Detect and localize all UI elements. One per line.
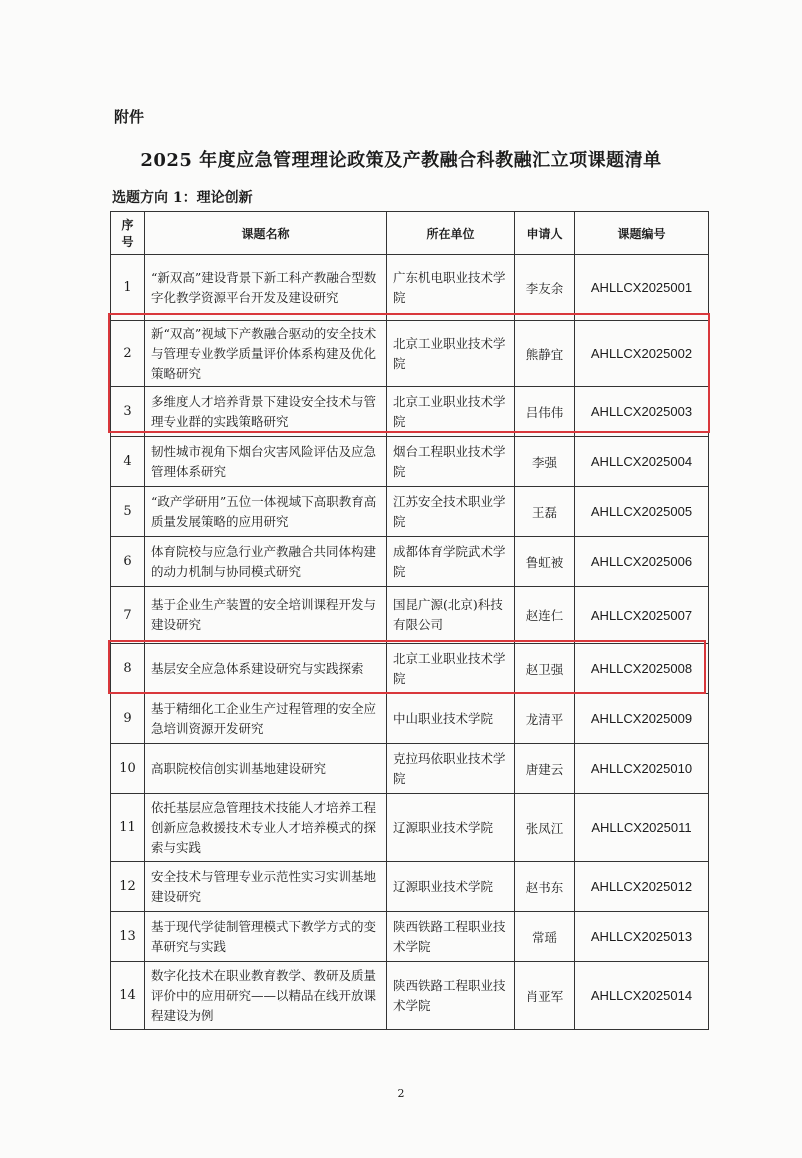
row-unit: 陕西铁路工程职业技术学院 <box>387 962 515 1030</box>
row-unit: 江苏安全技术职业学院 <box>387 487 515 537</box>
table-header-row <box>111 212 709 255</box>
row-topic: “新双高”建设背景下新工科产教融合型数字化教学资源平台开发及建设研究 <box>145 255 387 321</box>
table-row <box>111 694 709 744</box>
row-topic: 体育院校与应急行业产教融合共同体构建的动力机制与协同模式研究 <box>145 537 387 587</box>
row-code: AHLLCX2025011 <box>575 794 709 862</box>
row-applicant: 肖亚军 <box>515 962 575 1030</box>
header-no: 序号 <box>111 212 145 255</box>
row-applicant: 吕伟伟 <box>515 387 575 437</box>
row-no: 11 <box>111 794 145 862</box>
table-row <box>111 862 709 912</box>
row-code: AHLLCX2025002 <box>575 321 709 387</box>
row-no: 8 <box>111 644 145 694</box>
row-code: AHLLCX2025008 <box>575 644 709 694</box>
table-row <box>111 962 709 1030</box>
row-topic: 新“双高”视域下产教融合驱动的安全技术与管理专业教学质量评价体系构建及优化策略研究 <box>145 321 387 387</box>
header-code: 课题编号 <box>575 212 709 255</box>
row-topic: “政产学研用”五位一体视域下高职教育高质量发展策略的应用研究 <box>145 487 387 537</box>
row-topic: 数字化技术在职业教育教学、教研及质量评价中的应用研究——以精品在线开放课程建设为例 <box>145 962 387 1030</box>
row-no: 2 <box>111 321 145 387</box>
row-code: AHLLCX2025010 <box>575 744 709 794</box>
row-code: AHLLCX2025014 <box>575 962 709 1030</box>
row-applicant: 赵书东 <box>515 862 575 912</box>
row-code: AHLLCX2025004 <box>575 437 709 487</box>
row-no: 9 <box>111 694 145 744</box>
row-unit: 北京工业职业技术学院 <box>387 644 515 694</box>
row-no: 13 <box>111 912 145 962</box>
row-no: 5 <box>111 487 145 537</box>
row-unit: 国昆广源(北京)科技有限公司 <box>387 587 515 644</box>
row-unit: 成都体育学院武术学院 <box>387 537 515 587</box>
row-no: 10 <box>111 744 145 794</box>
row-code: AHLLCX2025012 <box>575 862 709 912</box>
row-no: 12 <box>111 862 145 912</box>
page-number: 2 <box>397 1087 405 1100</box>
row-topic: 基于企业生产装置的安全培训课程开发与建设研究 <box>145 587 387 644</box>
row-topic: 安全技术与管理专业示范性实习实训基地建设研究 <box>145 862 387 912</box>
row-applicant: 常瑶 <box>515 912 575 962</box>
row-applicant: 龙清平 <box>515 694 575 744</box>
row-no: 3 <box>111 387 145 437</box>
row-unit: 辽源职业技术学院 <box>387 862 515 912</box>
table-row <box>111 744 709 794</box>
table-row <box>111 644 709 694</box>
table-row <box>111 794 709 862</box>
row-topic: 基层安全应急体系建设研究与实践探索 <box>145 644 387 694</box>
row-no: 1 <box>111 255 145 321</box>
table-row <box>111 437 709 487</box>
row-topic: 高职院校信创实训基地建设研究 <box>145 744 387 794</box>
section-heading: 选题方向 1：理论创新 <box>112 190 253 206</box>
table-row <box>111 587 709 644</box>
table-row <box>111 387 709 437</box>
row-applicant: 熊静宜 <box>515 321 575 387</box>
row-unit: 烟台工程职业技术学院 <box>387 437 515 487</box>
row-applicant: 李强 <box>515 437 575 487</box>
row-applicant: 唐建云 <box>515 744 575 794</box>
row-applicant: 王磊 <box>515 487 575 537</box>
row-unit: 陕西铁路工程职业技术学院 <box>387 912 515 962</box>
row-code: AHLLCX2025001 <box>575 255 709 321</box>
row-code: AHLLCX2025003 <box>575 387 709 437</box>
document-title: 2025 年度应急管理理论政策及产教融合科教融汇立项课题清单 <box>140 150 662 171</box>
table-row <box>111 321 709 387</box>
row-code: AHLLCX2025013 <box>575 912 709 962</box>
row-no: 7 <box>111 587 145 644</box>
row-topic: 多维度人才培养背景下建设安全技术与管理专业群的实践策略研究 <box>145 387 387 437</box>
row-unit: 广东机电职业技术学院 <box>387 255 515 321</box>
row-code: AHLLCX2025006 <box>575 537 709 587</box>
row-applicant: 鲁虹被 <box>515 537 575 587</box>
row-topic: 基于精细化工企业生产过程管理的安全应急培训资源开发研究 <box>145 694 387 744</box>
row-code: AHLLCX2025009 <box>575 694 709 744</box>
row-applicant: 赵连仁 <box>515 587 575 644</box>
row-unit: 辽源职业技术学院 <box>387 794 515 862</box>
header-topic: 课题名称 <box>145 212 387 255</box>
table-row <box>111 255 709 321</box>
row-no: 6 <box>111 537 145 587</box>
row-unit: 中山职业技术学院 <box>387 694 515 744</box>
row-no: 4 <box>111 437 145 487</box>
header-applicant: 申请人 <box>515 212 575 255</box>
row-applicant: 李友余 <box>515 255 575 321</box>
row-applicant: 赵卫强 <box>515 644 575 694</box>
project-table <box>110 211 709 1030</box>
row-unit: 北京工业职业技术学院 <box>387 387 515 437</box>
row-topic: 基于现代学徒制管理模式下教学方式的变革研究与实践 <box>145 912 387 962</box>
row-code: AHLLCX2025007 <box>575 587 709 644</box>
row-unit: 北京工业职业技术学院 <box>387 321 515 387</box>
row-code: AHLLCX2025005 <box>575 487 709 537</box>
row-unit: 克拉玛依职业技术学院 <box>387 744 515 794</box>
header-unit: 所在单位 <box>387 212 515 255</box>
attachment-label: 附件 <box>114 108 145 126</box>
row-topic: 韧性城市视角下烟台灾害风险评估及应急管理体系研究 <box>145 437 387 487</box>
row-applicant: 张凤江 <box>515 794 575 862</box>
table-row <box>111 912 709 962</box>
table-row <box>111 537 709 587</box>
row-no: 14 <box>111 962 145 1030</box>
table-row <box>111 487 709 537</box>
row-topic: 依托基层应急管理技术技能人才培养工程创新应急救援技术专业人才培养模式的探索与实践 <box>145 794 387 862</box>
